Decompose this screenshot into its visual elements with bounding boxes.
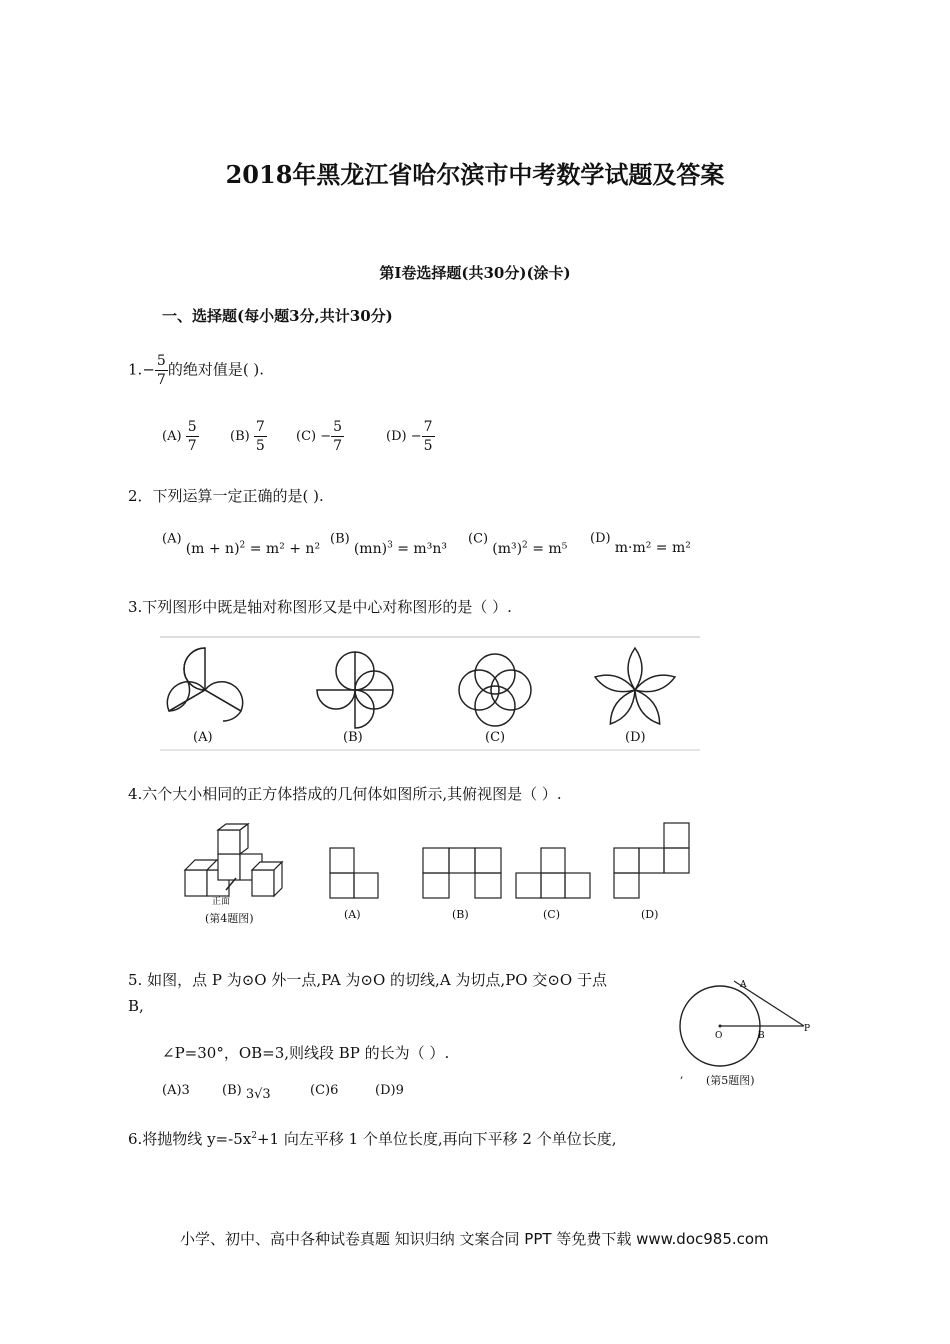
question-4: 4.六个大小相同的正方体搭成的几何体如图所示,其俯视图是（ ）. xyxy=(128,785,562,803)
q1-option-d: (D) − $\frac{7}{5}$ xyxy=(386,419,433,454)
top-view-d xyxy=(614,823,689,898)
page-title: 2018年黑龙江省哈尔滨市中考数学试题及答案 xyxy=(225,160,725,189)
point-o-label: O xyxy=(715,1031,723,1041)
q3-label-d: (D) xyxy=(625,730,646,745)
q4-figures xyxy=(180,822,700,904)
q1-option-b: (B) $\frac{7}{5}$ xyxy=(230,419,265,454)
footer-text: 小学、初中、高中各种试卷真题 知识归纳 文案合同 PPT 等免费下载 www.doc985.com xyxy=(180,1230,769,1248)
top-view-b xyxy=(423,848,501,898)
top-view-c xyxy=(516,848,590,898)
q5-option-a: (A)3 xyxy=(162,1083,190,1098)
fraction: $\frac{5}{7}$ xyxy=(156,353,166,388)
q3-label-b: (B) xyxy=(343,730,363,745)
section-heading: 第Ⅰ卷选择题(共30分)(涂卡) xyxy=(379,264,571,282)
q1-option-a: (A) $\frac{5}{7}$ xyxy=(162,419,197,454)
question-5-line-3: ∠P=30°，OB=3,则线段 BP 的长为（ ）. xyxy=(162,1044,450,1062)
q5-figure-caption: (第5题图) xyxy=(706,1074,755,1087)
question-5-line-2: B, xyxy=(128,997,144,1015)
q3-label-c: (C) xyxy=(485,730,506,745)
part-heading: 一、选择题(每小题3分,共计30分) xyxy=(162,307,393,325)
top-view-a xyxy=(330,848,378,898)
q2-option-c: (C) $(m^3)^2 = m^5$ xyxy=(468,531,568,557)
q1-option-c: (C) − $\frac{5}{7}$ xyxy=(296,419,343,454)
point-b-label: B xyxy=(758,1031,765,1041)
q4-label-c: (C) xyxy=(543,908,560,921)
q5-option-c: (C)6 xyxy=(310,1083,339,1098)
figure-d xyxy=(593,648,677,728)
question-5-line-1: 5. 如图，点 P 为⊙O 外一点,PA 为⊙O 的切线,A 为切点,PO 交⊙O 于点 xyxy=(128,971,607,989)
q4-label-a: (A) xyxy=(344,908,361,921)
point-a-label: A xyxy=(740,980,747,990)
figure-a xyxy=(167,648,242,721)
question-1: 1.− $\frac{5}{7}$ 的绝对值是( ). xyxy=(128,353,265,388)
question-2: 2．下列运算一定正确的是( ). xyxy=(128,487,324,505)
question-6: 6.将抛物线 $y=-5x^2+1$ 向左平移 1 个单位长度,再向下平移 2 个单位长度, xyxy=(128,1130,617,1148)
q5-figure xyxy=(670,975,820,1075)
point-p-label: P xyxy=(804,1024,811,1034)
q2-option-a: (A) $(m + n)^2 = m^2 + n^2$ xyxy=(162,531,321,557)
q2-option-d: (D) m·m² = m² xyxy=(590,531,691,556)
q3-label-a: (A) xyxy=(193,730,213,745)
q4-label-b: (B) xyxy=(452,908,469,921)
figure-c xyxy=(459,654,531,726)
cube-stack xyxy=(185,824,282,896)
q5-option-b: (B) 3√3 xyxy=(222,1083,271,1102)
q4-figure-caption: (第4题图) xyxy=(205,912,254,925)
question-3: 3.下列图形中既是轴对称图形又是中心对称图形的是（ ）. xyxy=(128,598,512,616)
q2-option-b: (B) (mn)$^3$ = m³n³ xyxy=(330,531,447,557)
q5-comma: , xyxy=(680,1068,684,1081)
q5-option-d: (D)9 xyxy=(375,1083,404,1098)
q4-label-d: (D) xyxy=(641,908,659,921)
figure-b xyxy=(317,652,393,728)
front-label: 正面 xyxy=(212,897,231,907)
